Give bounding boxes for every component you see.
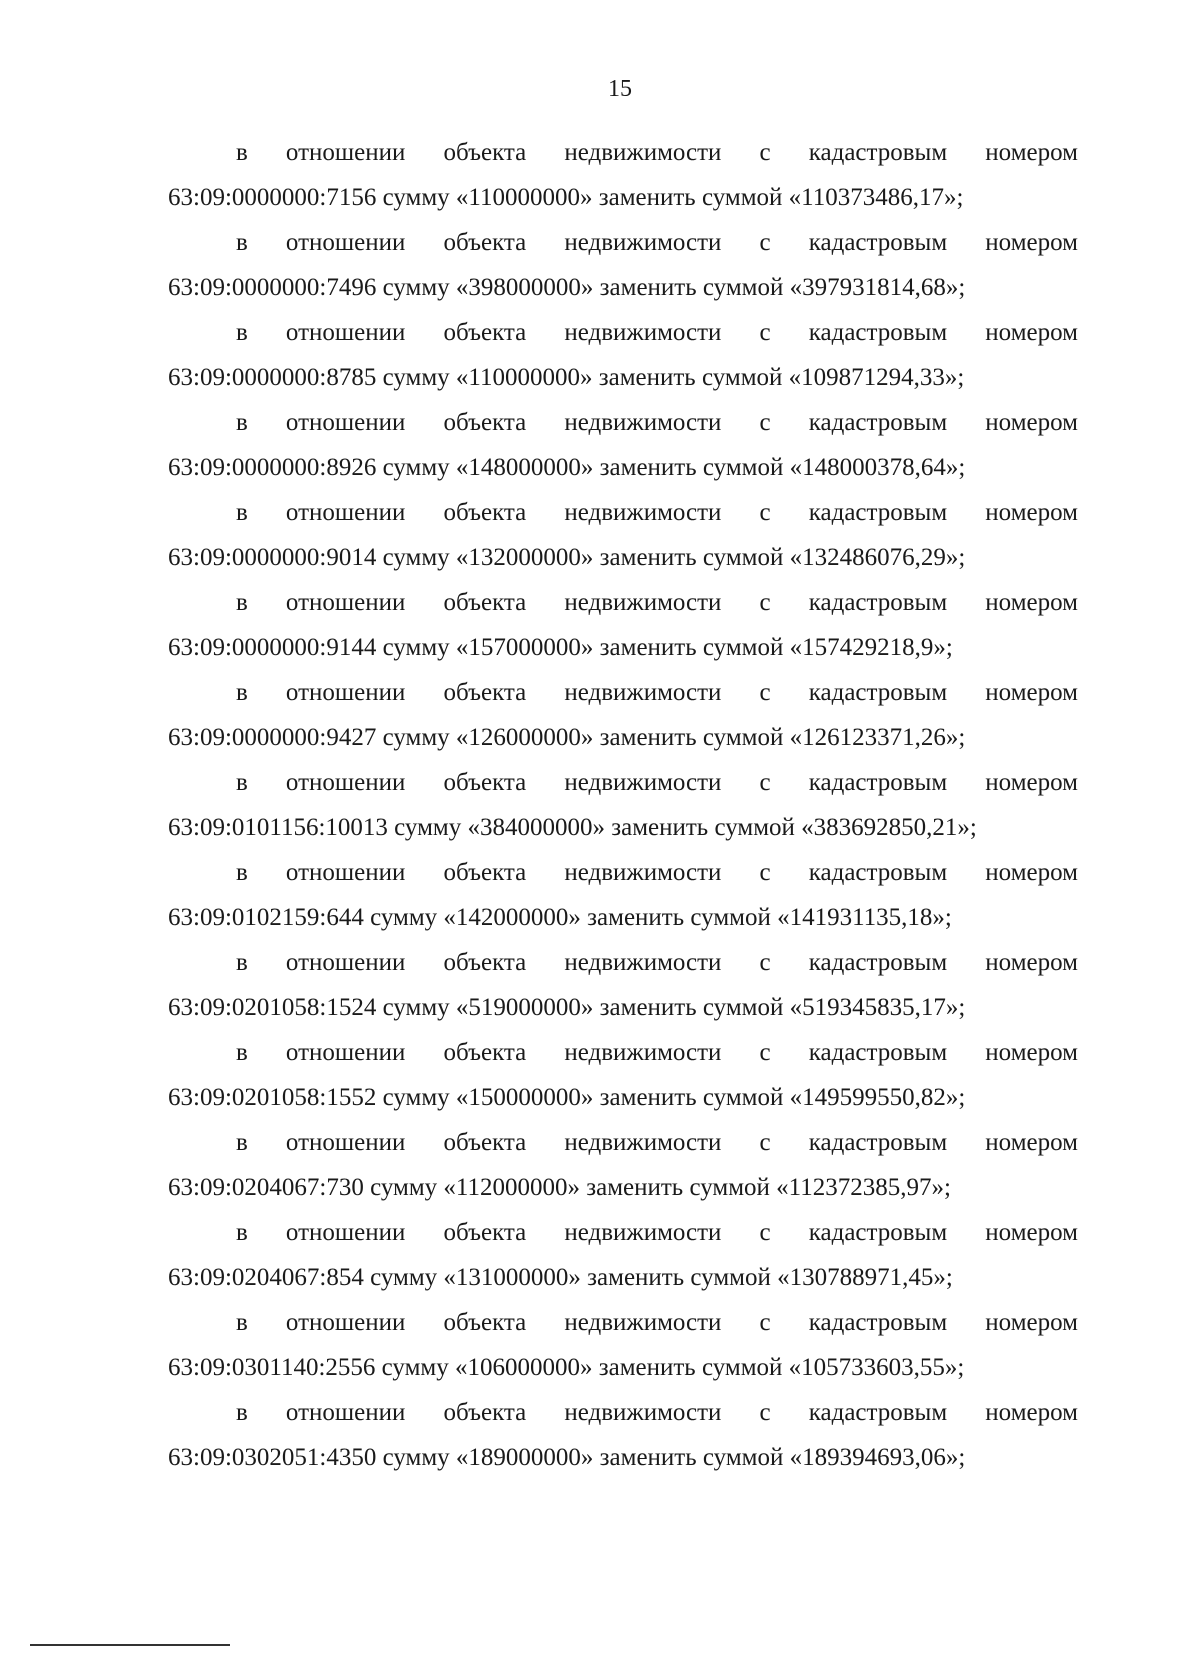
prefix-word: в bbox=[236, 499, 248, 526]
prefix-word: в bbox=[236, 139, 248, 166]
prefix-word: номером bbox=[985, 1129, 1078, 1156]
prefix-word: с bbox=[759, 859, 771, 886]
prefix-word: отношении bbox=[285, 769, 406, 796]
prefix-word: кадастровым bbox=[808, 1219, 948, 1246]
list-item bbox=[168, 760, 1078, 850]
prefix-word: номером bbox=[985, 589, 1078, 616]
prefix-word: в bbox=[236, 1219, 248, 1246]
entry-prefix-line bbox=[168, 670, 1078, 715]
prefix-word: кадастровым bbox=[808, 319, 948, 346]
prefix-word: отношении bbox=[285, 859, 406, 886]
list-item bbox=[168, 1210, 1078, 1300]
prefix-word: номером bbox=[985, 409, 1078, 436]
entry-prefix-line bbox=[168, 760, 1078, 805]
prefix-word: отношении bbox=[285, 589, 406, 616]
prefix-word: отношении bbox=[285, 409, 406, 436]
entry-prefix-line bbox=[168, 1300, 1078, 1345]
prefix-word: объекта bbox=[443, 499, 527, 526]
list-item bbox=[168, 400, 1078, 490]
prefix-word: номером bbox=[985, 499, 1078, 526]
entry-text: 63:09:0101156:10013 сумму «384000000» заменить суммой «383692850,21»; bbox=[168, 814, 977, 841]
prefix-word: в bbox=[236, 1399, 248, 1426]
prefix-word: с bbox=[759, 1129, 771, 1156]
entry-text: 63:09:0000000:8785 сумму «110000000» заменить суммой «109871294,33»; bbox=[168, 364, 965, 391]
prefix-word: недвижимости bbox=[564, 769, 722, 796]
prefix-word: отношении bbox=[285, 679, 406, 706]
prefix-word: отношении bbox=[285, 1219, 406, 1246]
prefix-word: номером bbox=[985, 949, 1078, 976]
prefix-word: в bbox=[236, 1129, 248, 1156]
prefix-word: номером bbox=[985, 769, 1078, 796]
list-item bbox=[168, 1300, 1078, 1390]
prefix-word: в bbox=[236, 1039, 248, 1066]
prefix-word: с bbox=[759, 949, 771, 976]
entry-text: 63:09:0302051:4350 сумму «189000000» заменить суммой «189394693,06»; bbox=[168, 1444, 966, 1471]
entry-text: 63:09:0301140:2556 сумму «106000000» заменить суммой «105733603,55»; bbox=[168, 1354, 965, 1381]
entry-prefix-line bbox=[168, 580, 1078, 625]
prefix-word: отношении bbox=[285, 139, 406, 166]
prefix-word: недвижимости bbox=[564, 1129, 722, 1156]
prefix-word: отношении bbox=[285, 1309, 406, 1336]
prefix-word: объекта bbox=[443, 1039, 527, 1066]
prefix-word: кадастровым bbox=[808, 1129, 948, 1156]
prefix-word: объекта bbox=[443, 679, 527, 706]
prefix-word: отношении bbox=[285, 229, 406, 256]
entry-text: 63:09:0000000:9014 сумму «132000000» заменить суммой «132486076,29»; bbox=[168, 544, 966, 571]
prefix-word: кадастровым bbox=[808, 769, 948, 796]
prefix-word: объекта bbox=[443, 139, 527, 166]
prefix-word: с bbox=[759, 1399, 771, 1426]
prefix-word: с bbox=[759, 499, 771, 526]
list-item bbox=[168, 490, 1078, 580]
prefix-word: объекта bbox=[443, 949, 527, 976]
prefix-word: недвижимости bbox=[564, 1219, 722, 1246]
prefix-word: с bbox=[759, 679, 771, 706]
entry-text: 63:09:0000000:8926 сумму «148000000» заменить суммой «148000378,64»; bbox=[168, 454, 966, 481]
prefix-word: объекта bbox=[443, 1129, 527, 1156]
list-item bbox=[168, 1030, 1078, 1120]
list-item bbox=[168, 130, 1078, 220]
prefix-word: объекта bbox=[443, 229, 527, 256]
prefix-word: номером bbox=[985, 1039, 1078, 1066]
entry-text: 63:09:0204067:854 сумму «131000000» заменить суммой «130788971,45»; bbox=[168, 1264, 953, 1291]
entry-prefix-line bbox=[168, 130, 1078, 175]
entry-prefix-line bbox=[168, 490, 1078, 535]
prefix-word: номером bbox=[985, 1399, 1078, 1426]
prefix-word: с bbox=[759, 229, 771, 256]
prefix-word: объекта bbox=[443, 1219, 527, 1246]
prefix-word: номером bbox=[985, 1309, 1078, 1336]
prefix-word: недвижимости bbox=[564, 1039, 722, 1066]
prefix-word: объекта bbox=[443, 769, 527, 796]
prefix-word: кадастровым bbox=[808, 589, 948, 616]
list-item bbox=[168, 850, 1078, 940]
entry-text: 63:09:0201058:1552 сумму «150000000» заменить суммой «149599550,82»; bbox=[168, 1084, 966, 1111]
entry-text: 63:09:0000000:7496 сумму «398000000» заменить суммой «397931814,68»; bbox=[168, 274, 966, 301]
list-item bbox=[168, 1120, 1078, 1210]
prefix-word: недвижимости bbox=[564, 1309, 722, 1336]
entries-list bbox=[168, 130, 1078, 1480]
entry-prefix-line bbox=[168, 850, 1078, 895]
prefix-word: номером bbox=[985, 859, 1078, 886]
prefix-word: отношении bbox=[285, 949, 406, 976]
prefix-word: кадастровым bbox=[808, 859, 948, 886]
entry-prefix-line bbox=[168, 310, 1078, 355]
prefix-word: кадастровым bbox=[808, 139, 948, 166]
list-item bbox=[168, 580, 1078, 670]
entry-prefix-line bbox=[168, 220, 1078, 265]
prefix-word: кадастровым bbox=[808, 1039, 948, 1066]
prefix-word: объекта bbox=[443, 1399, 527, 1426]
prefix-word: с bbox=[759, 1039, 771, 1066]
prefix-word: кадастровым bbox=[808, 409, 948, 436]
list-item bbox=[168, 310, 1078, 400]
prefix-word: в bbox=[236, 589, 248, 616]
prefix-word: объекта bbox=[443, 319, 527, 346]
entry-prefix-line bbox=[168, 400, 1078, 445]
prefix-word: недвижимости bbox=[564, 1399, 722, 1426]
prefix-word: с bbox=[759, 589, 771, 616]
prefix-word: недвижимости bbox=[564, 589, 722, 616]
prefix-word: в bbox=[236, 949, 248, 976]
prefix-word: в bbox=[236, 409, 248, 436]
prefix-word: с bbox=[759, 319, 771, 346]
prefix-word: с bbox=[759, 1309, 771, 1336]
prefix-word: кадастровым bbox=[808, 499, 948, 526]
entry-text: 63:09:0102159:644 сумму «142000000» заменить суммой «141931135,18»; bbox=[168, 904, 952, 931]
footnote-divider bbox=[30, 1644, 230, 1646]
prefix-word: с bbox=[759, 769, 771, 796]
entry-text: 63:09:0000000:7156 сумму «110000000» заменить суммой «110373486,17»; bbox=[168, 184, 964, 211]
prefix-word: объекта bbox=[443, 589, 527, 616]
entry-prefix-line bbox=[168, 1120, 1078, 1165]
list-item bbox=[168, 940, 1078, 1030]
prefix-word: в bbox=[236, 319, 248, 346]
entry-prefix-line bbox=[168, 1390, 1078, 1435]
prefix-word: в bbox=[236, 859, 248, 886]
page-number: 15 bbox=[608, 76, 632, 102]
prefix-word: кадастровым bbox=[808, 229, 948, 256]
entry-prefix-line bbox=[168, 1210, 1078, 1255]
prefix-word: недвижимости bbox=[564, 859, 722, 886]
prefix-word: номером bbox=[985, 139, 1078, 166]
prefix-word: кадастровым bbox=[808, 949, 948, 976]
prefix-word: недвижимости bbox=[564, 229, 722, 256]
prefix-word: кадастровым bbox=[808, 679, 948, 706]
prefix-word: в bbox=[236, 679, 248, 706]
prefix-word: объекта bbox=[443, 1309, 527, 1336]
prefix-word: в bbox=[236, 229, 248, 256]
prefix-word: недвижимости bbox=[564, 409, 722, 436]
entry-prefix-line bbox=[168, 940, 1078, 985]
prefix-word: номером bbox=[985, 679, 1078, 706]
prefix-word: в bbox=[236, 769, 248, 796]
prefix-word: отношении bbox=[285, 1399, 406, 1426]
prefix-word: номером bbox=[985, 1219, 1078, 1246]
prefix-word: отношении bbox=[285, 1129, 406, 1156]
entry-text: 63:09:0201058:1524 сумму «519000000» заменить суммой «519345835,17»; bbox=[168, 994, 966, 1021]
prefix-word: номером bbox=[985, 229, 1078, 256]
prefix-word: кадастровым bbox=[808, 1309, 948, 1336]
prefix-word: в bbox=[236, 1309, 248, 1336]
prefix-word: кадастровым bbox=[808, 1399, 948, 1426]
entry-text: 63:09:0000000:9144 сумму «157000000» заменить суммой «157429218,9»; bbox=[168, 634, 953, 661]
prefix-word: недвижимости bbox=[564, 949, 722, 976]
list-item bbox=[168, 1390, 1078, 1480]
prefix-word: номером bbox=[985, 319, 1078, 346]
prefix-word: с bbox=[759, 409, 771, 436]
entry-prefix-line bbox=[168, 1030, 1078, 1075]
prefix-word: с bbox=[759, 139, 771, 166]
list-item bbox=[168, 670, 1078, 760]
list-item bbox=[168, 220, 1078, 310]
prefix-word: объекта bbox=[443, 409, 527, 436]
prefix-word: недвижимости bbox=[564, 499, 722, 526]
entry-text: 63:09:0000000:9427 сумму «126000000» заменить суммой «126123371,26»; bbox=[168, 724, 966, 751]
prefix-word: отношении bbox=[285, 499, 406, 526]
prefix-word: недвижимости bbox=[564, 679, 722, 706]
entry-text: 63:09:0204067:730 сумму «112000000» заменить суммой «112372385,97»; bbox=[168, 1174, 951, 1201]
prefix-word: недвижимости bbox=[564, 319, 722, 346]
prefix-word: недвижимости bbox=[564, 139, 722, 166]
prefix-word: отношении bbox=[285, 319, 406, 346]
prefix-word: объекта bbox=[443, 859, 527, 886]
prefix-word: с bbox=[759, 1219, 771, 1246]
prefix-word: отношении bbox=[285, 1039, 406, 1066]
